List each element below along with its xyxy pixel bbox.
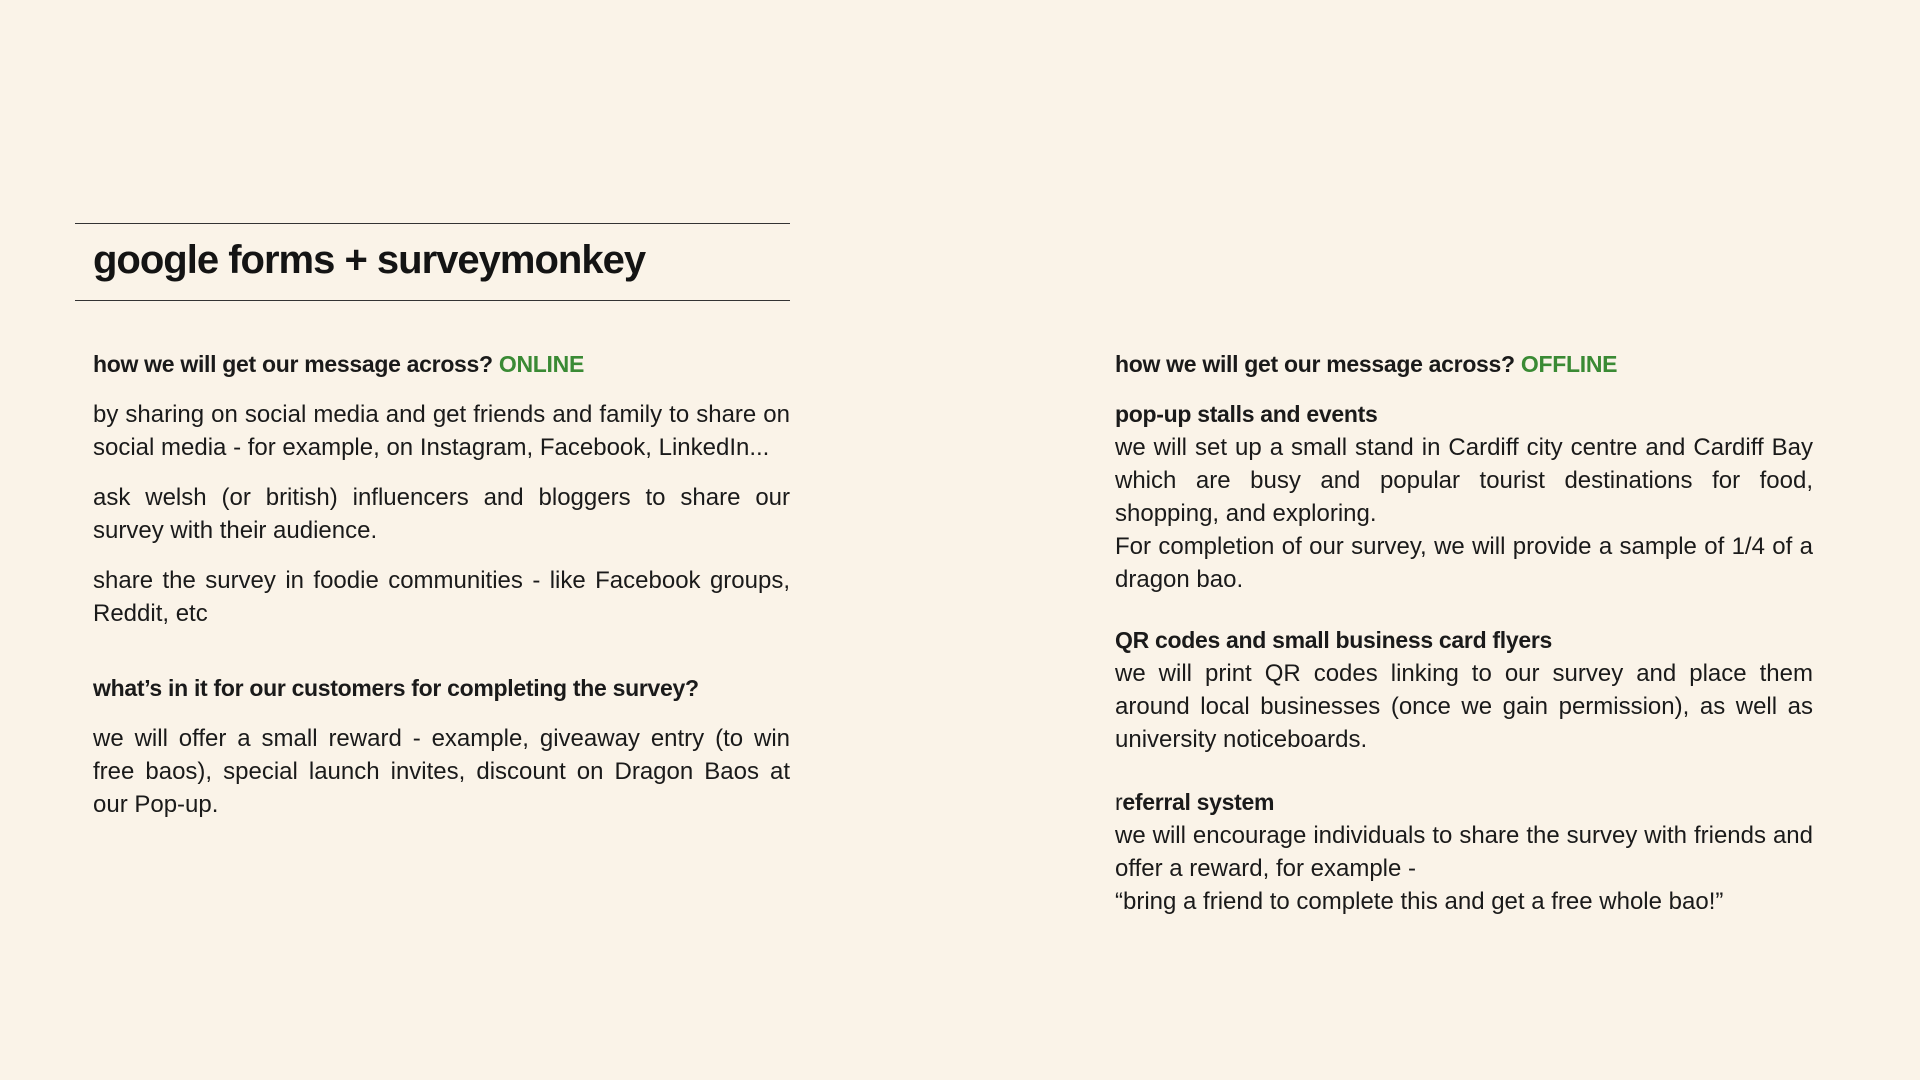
- referral-quote: “bring a friend to complete this and get a free whole bao!”: [1115, 888, 1724, 915]
- referral-section: [1115, 786, 1813, 918]
- referral-title: [1115, 786, 1813, 819]
- popup-sample-paragraph: For completion of our survey, we will provide a sample of 1/4 of a dragon bao.: [1115, 533, 1813, 593]
- customer-reward-heading: what’s in it for our customers for completing the survey?: [93, 675, 699, 701]
- referral-title-first-letter: r: [1115, 789, 1123, 815]
- qr-section: [1115, 624, 1813, 756]
- online-paragraph-communities: share the survey in foodie communities - like Facebook groups, Reddit, etc: [93, 567, 790, 627]
- online-column: [93, 348, 790, 821]
- page-title: google forms + surveymonkey: [93, 238, 646, 282]
- online-paragraph-social: by sharing on social media and get friends and family to share on social media - for example, on Instagram, Facebook, LinkedIn...: [93, 401, 790, 461]
- offline-column: [1115, 348, 1813, 918]
- offline-label: OFFLINE: [1520, 351, 1618, 377]
- popup-paragraph: we will set up a small stand in Cardiff city centre and Cardiff Bay which are busy and popular tourist destinations for food, shopping, and exploring.: [1115, 434, 1813, 527]
- popup-section: [1115, 398, 1813, 596]
- referral-paragraph: we will encourage individuals to share the survey with friends and offer a reward, for example -: [1115, 822, 1813, 882]
- qr-title: QR codes and small business card flyers: [1115, 627, 1552, 653]
- customer-reward-paragraph: we will offer a small reward - example, giveaway entry (to win free baos), special launch invites, discount on Dragon Baos at our Pop-up.: [93, 725, 790, 818]
- offline-heading: [1115, 348, 1813, 381]
- popup-title: pop-up stalls and events: [1115, 401, 1378, 427]
- online-paragraph-influencers: ask welsh (or british) influencers and bloggers to share our survey with their audience.: [93, 484, 790, 544]
- referral-title-rest: eferral system: [1122, 789, 1275, 815]
- online-heading: [93, 348, 790, 381]
- online-label: ONLINE: [498, 351, 584, 377]
- qr-paragraph: we will print QR codes linking to our survey and place them around local businesses (once we gain permission), as well as university noticeboards.: [1115, 660, 1813, 753]
- offline-heading-text: how we will get our message across?: [1115, 351, 1515, 377]
- online-heading-text: how we will get our message across?: [93, 351, 493, 377]
- title-box: [75, 223, 790, 301]
